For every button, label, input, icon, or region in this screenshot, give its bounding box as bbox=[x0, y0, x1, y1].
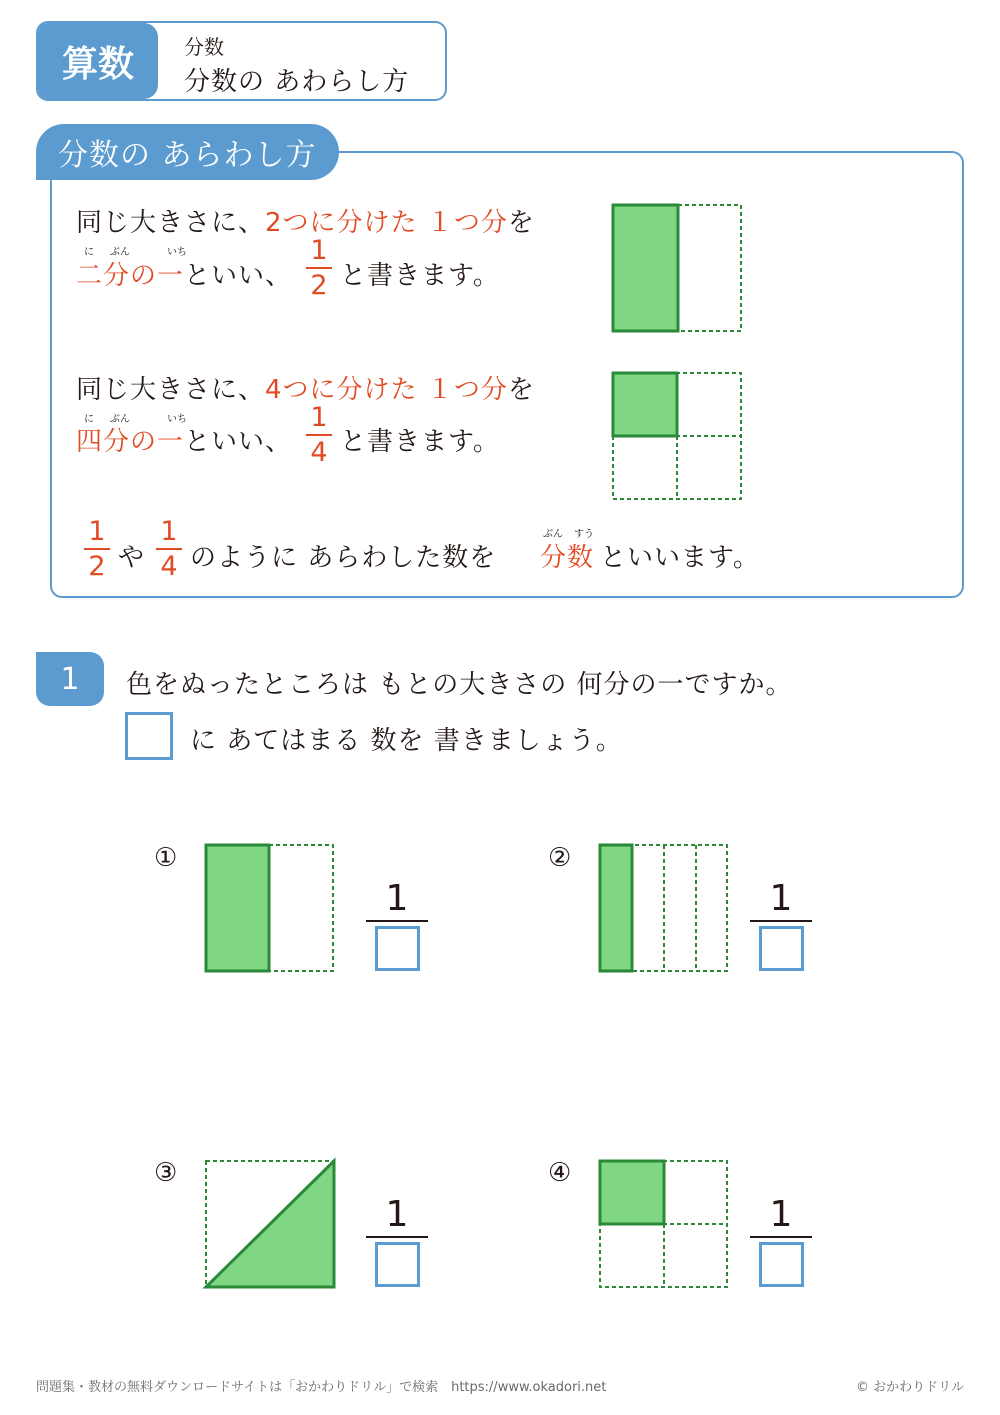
item3-shaded-triangle bbox=[206, 1161, 334, 1287]
summary-frac2-den: 4 bbox=[160, 551, 178, 582]
block2-frac-den: 4 bbox=[310, 437, 328, 468]
block1-ruby-ichi: いち bbox=[167, 247, 187, 258]
summary-frac1-num: 1 bbox=[88, 516, 106, 547]
summary-fraction-quarter bbox=[156, 517, 182, 582]
item4-diagram bbox=[594, 1155, 734, 1295]
problem-instruction-1: 色をぬったところは もとの大きさの 何分の一ですか。 bbox=[126, 670, 793, 700]
item2-fraction-bar bbox=[750, 920, 812, 922]
summary-frac2-bar bbox=[156, 548, 182, 550]
item3-label: ③ bbox=[154, 1158, 178, 1188]
problem-instruction-2: に あてはまる 数を 書きましょう。 bbox=[190, 726, 623, 756]
item3-answer-box[interactable] bbox=[375, 1242, 420, 1287]
instruction-box-icon bbox=[125, 712, 173, 760]
category-label: 分数 bbox=[184, 35, 224, 59]
block2-ruby-ichi: いち bbox=[167, 414, 187, 425]
summary-frac1-den: 2 bbox=[88, 551, 106, 582]
summary-ruby-bun: ぶん bbox=[543, 529, 563, 540]
summary-fraction-half bbox=[84, 517, 110, 582]
block1-highlight: 2つに分けた １つ分 bbox=[265, 208, 508, 238]
block2-prefix: 同じ大きさに、 bbox=[76, 375, 266, 405]
block2-suffix: を bbox=[507, 375, 535, 405]
block1-line2 bbox=[76, 255, 292, 292]
item1-answer-box[interactable] bbox=[375, 926, 420, 971]
block2-frac-num: 1 bbox=[310, 402, 328, 433]
summary-ya: や bbox=[118, 543, 146, 573]
quarter-shaded-part bbox=[613, 373, 677, 436]
block1-fraction bbox=[306, 236, 332, 301]
block2-frac-bar bbox=[306, 434, 332, 436]
problem-number: 1 bbox=[36, 652, 104, 706]
block1-suffix: を bbox=[507, 208, 535, 238]
item4-answer-box[interactable] bbox=[759, 1242, 804, 1287]
summary-middle: のように あらわした数を bbox=[190, 543, 497, 573]
block1-frac-num: 1 bbox=[310, 235, 328, 266]
block1-line1 bbox=[76, 202, 535, 239]
item4-answer-fraction bbox=[750, 1196, 812, 1287]
half-shaded-part bbox=[613, 205, 678, 331]
block1-ruby-ni: に bbox=[84, 247, 94, 258]
footer-copyright: © おかわりドリル bbox=[856, 1380, 965, 1395]
item4-shaded-part bbox=[600, 1161, 664, 1224]
summary-ruby-suu: すう bbox=[574, 529, 594, 540]
item1-empty-part bbox=[269, 845, 333, 971]
worksheet-header bbox=[36, 21, 447, 101]
subject-label: 算数 bbox=[38, 23, 158, 99]
item3-numerator: 1 bbox=[385, 1194, 409, 1235]
item2-diagram bbox=[594, 840, 734, 980]
item1-fraction-bar bbox=[366, 920, 428, 922]
block1-term: 二分の一 bbox=[76, 261, 185, 291]
summary-frac1-bar bbox=[84, 548, 110, 550]
block1-frac-den: 2 bbox=[310, 270, 328, 301]
block2-ruby-bun: ぶん bbox=[110, 414, 130, 425]
half-diagram bbox=[600, 195, 760, 345]
block2-line1 bbox=[76, 369, 535, 406]
block1-middle: といい、 bbox=[184, 261, 293, 291]
block2-fraction bbox=[306, 403, 332, 468]
item1-numerator: 1 bbox=[385, 878, 409, 919]
block2-line2 bbox=[76, 421, 292, 458]
item3-answer-fraction bbox=[366, 1196, 428, 1287]
item4-numerator: 1 bbox=[769, 1194, 793, 1235]
block1-prefix: 同じ大きさに、 bbox=[76, 208, 266, 238]
summary-frac2-num: 1 bbox=[160, 516, 178, 547]
block2-term: 四分の一 bbox=[76, 427, 185, 457]
worksheet-title: 分数の あわらし方 bbox=[184, 67, 410, 97]
item4-fraction-bar bbox=[750, 1236, 812, 1238]
block2-middle: といい、 bbox=[184, 427, 293, 457]
summary-term: 分数 bbox=[540, 543, 595, 573]
footer-site-note: 問題集・教材の無料ダウンロードサイトは「おかわりドリル」で検索 https://www.okadori.net bbox=[36, 1380, 607, 1395]
item3-diagram bbox=[200, 1155, 340, 1295]
quarter-diagram bbox=[600, 362, 760, 512]
item1-label: ① bbox=[154, 843, 178, 873]
item4-label: ④ bbox=[548, 1158, 572, 1188]
item1-answer-fraction bbox=[366, 880, 428, 971]
half-empty-part bbox=[678, 205, 741, 331]
item1-diagram bbox=[200, 840, 340, 980]
block2-ruby-ni: に bbox=[84, 414, 94, 425]
block2-end: と書きます。 bbox=[340, 427, 500, 457]
explanation-tab-title: 分数の あらわし方 bbox=[36, 124, 339, 180]
item1-shaded-part bbox=[206, 845, 269, 971]
item3-fraction-bar bbox=[366, 1236, 428, 1238]
item2-label: ② bbox=[548, 843, 572, 873]
summary-end: といいます。 bbox=[600, 543, 760, 573]
block1-ruby-bun: ぶん bbox=[110, 247, 130, 258]
block1-end: と書きます。 bbox=[340, 261, 500, 291]
item2-answer-fraction bbox=[750, 880, 812, 971]
item2-numerator: 1 bbox=[769, 878, 793, 919]
block2-highlight: 4つに分けた １つ分 bbox=[265, 375, 508, 405]
item2-shaded-part bbox=[600, 845, 632, 971]
block1-frac-bar bbox=[306, 267, 332, 269]
item2-answer-box[interactable] bbox=[759, 926, 804, 971]
